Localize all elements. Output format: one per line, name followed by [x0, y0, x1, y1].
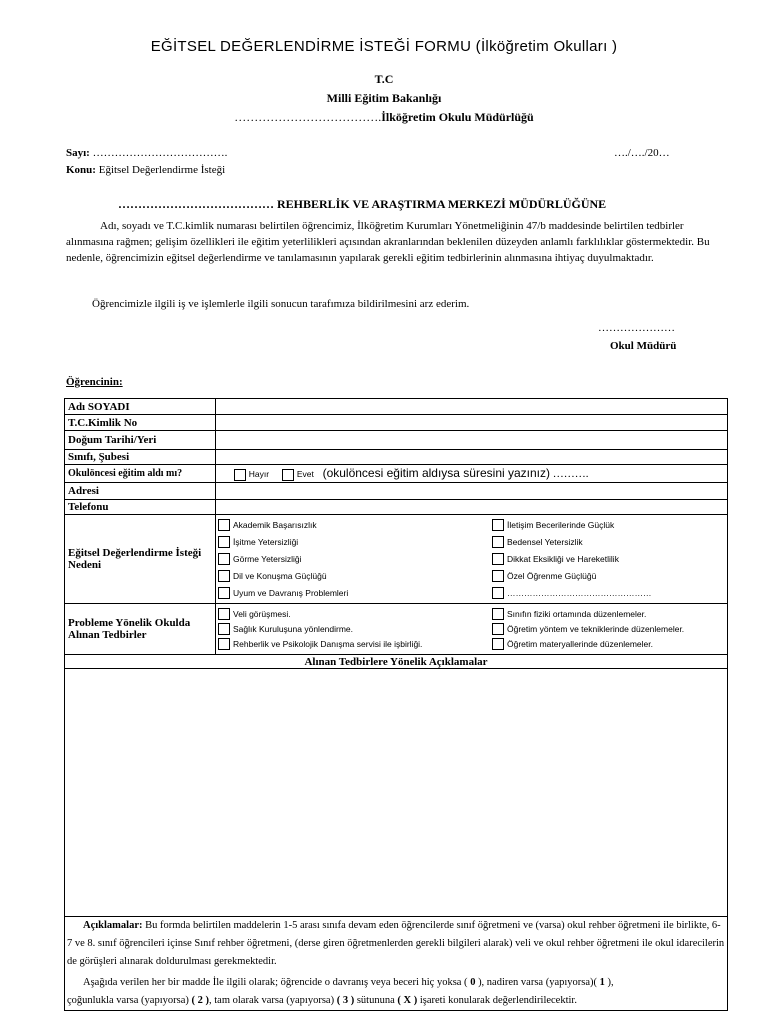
birth-label: Doğum Tarihi/Yeri: [65, 431, 216, 450]
reason-checkbox[interactable]: [492, 587, 504, 599]
reason-checkbox[interactable]: [492, 570, 504, 582]
reason-checkbox[interactable]: [492, 536, 504, 548]
reason-checkbox[interactable]: [218, 536, 230, 548]
measure-label: Veli görüşmesi.: [233, 608, 291, 619]
address-label: Adresi: [65, 483, 216, 500]
preschool-dots[interactable]: ……….: [552, 468, 589, 481]
addressee-text: REHBERLİK VE ARAŞTIRMA MERKEZİ MÜDÜRLÜĞÜNE: [277, 197, 607, 211]
preschool-cell: [216, 465, 728, 483]
list-item[interactable]: [218, 637, 492, 652]
student-heading: Öğrencinin:: [66, 376, 123, 388]
signature-dots: …………………: [598, 322, 675, 334]
form-title: EĞİTSEL DEĞERLENDİRME İSTEĞİ FORMU (İlköğretim Okulları ): [150, 38, 618, 55]
measure-label: Öğretim materyallerinde düzenlemeler.: [507, 638, 653, 649]
list-item[interactable]: [218, 607, 492, 622]
reason-checkbox[interactable]: [218, 570, 230, 582]
measure-label: Öğretim yöntem ve tekniklerinde düzenlemeler.: [507, 623, 685, 634]
preschool-note: (okulöncesi eğitim aldıysa süresini yazınız): [322, 466, 551, 481]
tc-input[interactable]: [216, 415, 728, 431]
table-row: [65, 515, 728, 604]
reason-checkbox[interactable]: [492, 519, 504, 531]
list-item[interactable]: [492, 585, 652, 602]
name-label: Adı SOYADI: [65, 399, 216, 415]
scale-text: Aşağıda verilen her bir madde İle ilgili olarak; öğrencide o davranış veya beceri hiç yoksa (: [83, 977, 468, 988]
preschool-label: Okulöncesi eğitim aldı mı?: [65, 465, 216, 483]
preschool-no-label: Hayır: [248, 469, 270, 480]
class-input[interactable]: [216, 450, 728, 465]
list-item[interactable]: [492, 637, 684, 652]
signer-title: Okul Müdürü: [610, 340, 677, 352]
measure-label: Rehberlik ve Psikolojik Danışma servisi ile işbirliği.: [233, 638, 423, 649]
reason-other-field[interactable]: ……………………………………………: [507, 587, 652, 598]
measure-label: Sınıfın fiziki ortamında düzenlemeler.: [507, 608, 647, 619]
reason-label: Bedensel Yetersizlik: [507, 536, 583, 547]
scale-text: , tam olarak varsa (yapıyorsa): [209, 995, 335, 1006]
reason-label: Dil ve Konuşma Güçlüğü: [233, 570, 327, 581]
name-input[interactable]: [216, 399, 728, 415]
measure-label: Sağlık Kuruluşuna yönlendirme.: [233, 623, 354, 634]
sayi-dots: ……………………………….: [92, 147, 228, 159]
list-item[interactable]: [492, 534, 652, 551]
scale-text: sütununa: [356, 995, 395, 1006]
reasons-label: Eğitsel Değerlendirme İsteği Nedeni: [65, 515, 216, 604]
measure-checkbox[interactable]: [492, 608, 504, 620]
footer-notes: [65, 917, 728, 1011]
sayi-line: [66, 147, 227, 159]
scale-value-x: ( X ): [397, 995, 418, 1006]
list-item[interactable]: [492, 622, 684, 637]
reason-checkbox[interactable]: [218, 587, 230, 599]
table-row: [65, 483, 728, 500]
table-row: [65, 655, 728, 669]
scale-text: ), nadiren varsa (yapıyorsa)(: [478, 977, 598, 988]
scale-text: ),: [607, 977, 614, 988]
table-row: [65, 604, 728, 655]
list-item[interactable]: [218, 551, 492, 568]
measure-checkbox[interactable]: [218, 638, 230, 650]
list-item[interactable]: [218, 622, 492, 637]
school-dots: ……………………………….: [234, 110, 382, 124]
ministry-heading: Milli Eğitim Bakanlığı: [326, 91, 442, 105]
konu-label: Konu:: [66, 164, 96, 176]
reason-label: İşitme Yetersizliği: [233, 536, 299, 547]
address-input[interactable]: [216, 483, 728, 500]
list-item[interactable]: [492, 551, 652, 568]
list-item[interactable]: [492, 517, 652, 534]
table-row: [65, 431, 728, 450]
measure-checkbox[interactable]: [492, 623, 504, 635]
table-row: [65, 415, 728, 431]
reason-label: İletişim Becerilerinde Güçlük: [507, 519, 615, 530]
reason-label: Görme Yetersizliği: [233, 553, 302, 564]
konu-value: Eğitsel Değerlendirme İsteği: [98, 164, 226, 176]
scale-value-3: ( 3 ): [336, 995, 355, 1006]
explanations-header: Alınan Tedbirlere Yönelik Açıklamalar: [65, 655, 728, 669]
table-row: [65, 399, 728, 415]
list-item[interactable]: [218, 534, 492, 551]
reasons-cell: [216, 515, 728, 604]
tc-heading: T.C: [374, 72, 394, 86]
reason-checkbox[interactable]: [218, 553, 230, 565]
list-item[interactable]: [492, 568, 652, 585]
notes-text: Bu formda belirtilen maddelerin 1-5 arası sınıfa devam eden öğrencilerde sınıf öğretmeni ve (varsa) okul rehber öğretmeni ile birlikte, 6-7 ve 8. sınıf öğrencileri içinse Sınıf rehber öğretmeni, (derse giren öğretmenlerden gerekli bilgileri alarak) veli ve okul rehber öğretmeni ile okul idarecilerin de görüşleri alınarak doldurulması gerekmektedir.: [67, 920, 725, 967]
measures-cell: [216, 604, 728, 655]
student-form-table: [64, 398, 728, 1011]
phone-input[interactable]: [216, 500, 728, 515]
measures-label: Probleme Yönelik Okulda Alınan Tedbirler: [65, 604, 216, 655]
notes-paragraph: [67, 917, 725, 971]
school-heading: [0, 110, 768, 125]
date-field: …./…./20…: [614, 147, 670, 159]
notes-label: Açıklamalar:: [83, 920, 143, 931]
reason-checkbox[interactable]: [492, 553, 504, 565]
list-item[interactable]: [218, 568, 492, 585]
scale-value-2: ( 2 ): [191, 995, 209, 1006]
reason-label: Özel Öğrenme Güçlüğü: [507, 570, 597, 581]
addressee: [118, 197, 606, 212]
scale-text: çoğunlukla varsa (yapıyorsa): [67, 995, 189, 1006]
reason-label: Uyum ve Davranış Problemleri: [233, 587, 349, 598]
scale-value-1: 1: [599, 977, 605, 988]
preschool-yes-label: Evet: [296, 469, 314, 480]
table-row: [65, 500, 728, 515]
measure-checkbox[interactable]: [492, 638, 504, 650]
reason-checkbox[interactable]: [218, 519, 230, 531]
table-row: [65, 669, 728, 917]
birth-input[interactable]: [216, 431, 728, 450]
class-label: Sınıfı, Şubesi: [65, 450, 216, 465]
explanations-area[interactable]: [65, 669, 728, 917]
measure-checkbox[interactable]: [218, 623, 230, 635]
scale-text: işareti konularak değerlendirilecektir.: [419, 995, 577, 1006]
list-item[interactable]: [218, 585, 492, 602]
scale-line-2: [67, 992, 725, 1010]
list-item[interactable]: [218, 517, 492, 534]
konu-line: [66, 164, 225, 176]
closing-paragraph: Öğrencimizle ilgili iş ve işlemlerle ilgili sonucun tarafımıza bildirilmesini arz ederim.: [92, 298, 470, 310]
request-paragraph: Adı, soyadı ve T.C.kimlik numarası belirtilen öğrencimiz, İlköğretim Kurumları Yönetmeliğinin 47/b maddesinde belirtilen tedbirler alınmasına rağmen; gelişim özellikleri ile eğitim yeterlilikleri açısından akranlarından beklenilen düzeyden anlamlı farklılıklar göstermektedir. Bu nedenle, öğrencimizin eğitsel değerlendirme ve tanılamasının yapılarak gerekli eğitim tedbirlerinin alınmasına ihtiyaç duyulmaktadır.: [66, 220, 710, 264]
reason-label: Dikkat Eksikliği ve Hareketlilik: [507, 553, 619, 564]
sayi-label: Sayı:: [66, 147, 90, 159]
scale-line-1: [67, 974, 725, 992]
preschool-no-checkbox[interactable]: [234, 469, 246, 481]
tc-label: T.C.Kimlik No: [65, 415, 216, 431]
scale-value-0: 0: [470, 977, 476, 988]
school-name: İlköğretim Okulu Müdürlüğü: [381, 110, 534, 124]
table-row: [65, 465, 728, 483]
table-row: [65, 917, 728, 1011]
list-item[interactable]: [492, 607, 684, 622]
phone-label: Telefonu: [65, 500, 216, 515]
reason-label: Akademik Başarısızlık: [233, 519, 317, 530]
measure-checkbox[interactable]: [218, 608, 230, 620]
preschool-yes-checkbox[interactable]: [282, 469, 294, 481]
addressee-dots: …………………………………: [118, 197, 274, 211]
table-row: [65, 450, 728, 465]
